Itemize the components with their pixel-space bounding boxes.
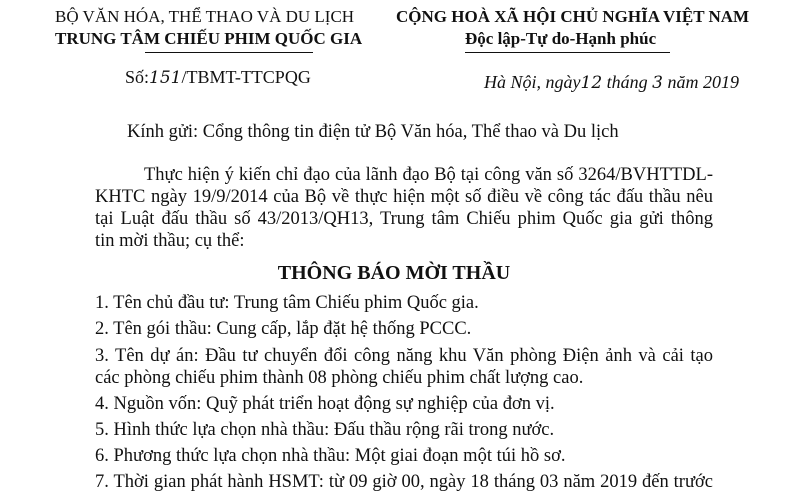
date-day-handwritten: 12 xyxy=(580,73,603,93)
intro-line-3: tại Luật đấu thầu số 43/2013/QH13, Trung tâm Chiếu phim Quốc gia gửi thông xyxy=(95,209,713,229)
date-month-handwritten: 3 xyxy=(652,73,663,93)
notice-title: THÔNG BÁO MỜI THẦU xyxy=(277,262,511,284)
intro-line-1: Thực hiện ý kiến chỉ đạo của lãnh đạo Bộ tại công văn số 3264/BVHTTDL- xyxy=(144,165,713,185)
item-3-line-2: các phòng chiếu phim thành 08 phòng chiếu phim chất lượng cao. xyxy=(95,368,584,388)
center-name: TRUNG TÂM CHIẾU PHIM QUỐC GIA xyxy=(55,29,363,48)
national-motto: Độc lập-Tự do-Hạnh phúc xyxy=(465,29,657,48)
item-6: 6. Phương thức lựa chọn nhà thầu: Một giai đoạn một túi hồ sơ. xyxy=(95,446,566,466)
date-month-label: tháng xyxy=(606,72,648,92)
item-1: 1. Tên chủ đầu tư: Trung tâm Chiếu phim Quốc gia. xyxy=(95,293,479,313)
intro-line-4: tin mời thầu; cụ thể: xyxy=(95,231,245,251)
item-4: 4. Nguồn vốn: Quỹ phát triển hoạt động sự nghiệp của đơn vị. xyxy=(95,394,555,414)
item-5: 5. Hình thức lựa chọn nhà thầu: Đấu thầu rộng rãi trong nước. xyxy=(95,420,555,440)
document-number-prefix: Số: xyxy=(125,67,150,87)
date-prefix: Hà Nội, ngày xyxy=(484,72,581,92)
item-3-line-1: 3. Tên dự án: Đầu tư chuyển đổi công năng khu Văn phòng Điện ảnh và cải tạo xyxy=(95,346,713,366)
item-7: 7. Thời gian phát hành HSMT: từ 09 giờ 00, ngày 18 tháng 03 năm 2019 đến trước xyxy=(95,472,713,492)
republic-name: CỘNG HOÀ XÃ HỘI CHỦ NGHĨA VIỆT NAM xyxy=(396,7,750,26)
motto-rule xyxy=(465,52,670,53)
recipient-line: Kính gửi: Cổng thông tin điện tử Bộ Văn hóa, Thể thao và Du lịch xyxy=(127,122,619,142)
center-name-rule xyxy=(145,52,313,53)
document-date xyxy=(484,72,739,93)
document-number-handwritten: 151 xyxy=(149,68,182,88)
document-number-suffix: /TBMT-TTCPQG xyxy=(181,67,311,87)
ministry-name: BỘ VĂN HÓA, THỂ THAO VÀ DU LỊCH xyxy=(55,7,355,26)
intro-line-2: KHTC ngày 19/9/2014 của Bộ về thực hiện một số điều về công tác đấu thầu nêu xyxy=(95,187,713,207)
document-number xyxy=(125,67,311,88)
date-year: năm 2019 xyxy=(667,72,739,92)
item-2: 2. Tên gói thầu: Cung cấp, lắp đặt hệ thống PCCC. xyxy=(95,319,472,339)
